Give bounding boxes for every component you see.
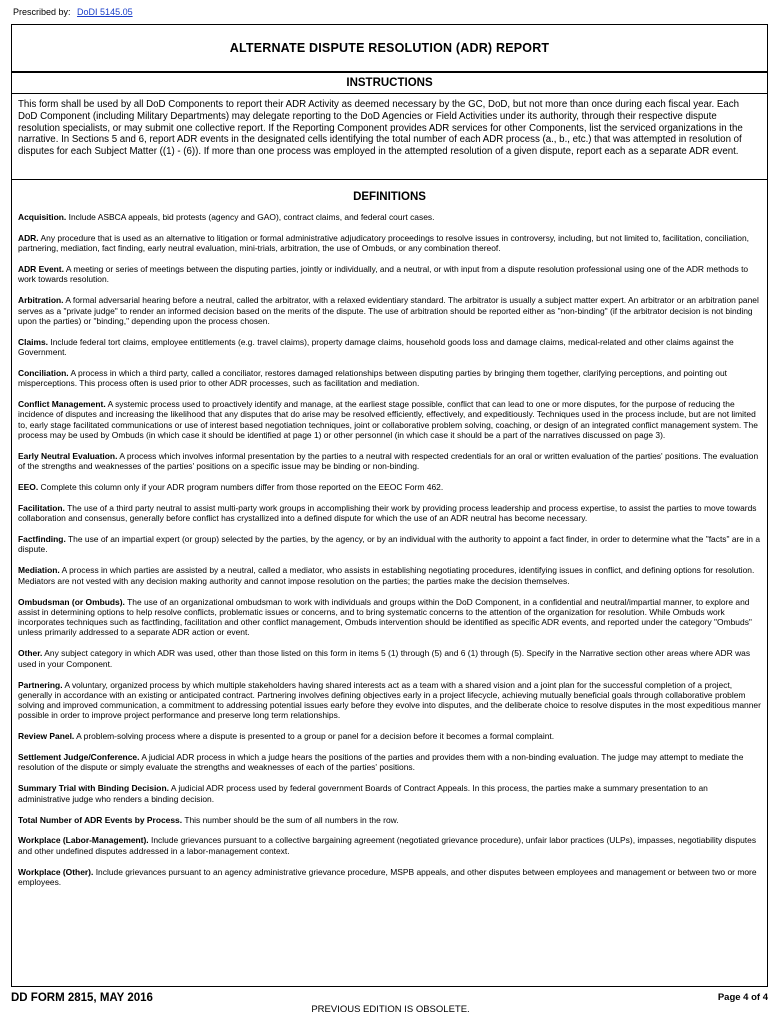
form-title: ALTERNATE DISPUTE RESOLUTION (ADR) REPORT (12, 25, 767, 73)
instructions-heading: INSTRUCTIONS (12, 73, 767, 94)
definition-item (18, 752, 761, 773)
definition-text: The use of an impartial expert (or group) selected by the parties, by the agency, or by an individual with the authority to appoint a fact finder, in order to determine what the "facts" are in a dispute. (18, 534, 761, 555)
definition-item (18, 295, 761, 326)
definition-term: Partnering. (18, 679, 63, 690)
definition-text: Complete this column only if your ADR program numbers differ from those reported on the EEOC Form 462. (40, 482, 444, 493)
definition-term: Workplace (Other). (18, 866, 94, 877)
obsolete-note: PREVIOUS EDITION IS OBSOLETE. (311, 1004, 470, 1015)
definitions-heading: DEFINITIONS (353, 191, 426, 203)
definition-item (18, 867, 761, 888)
definition-term: Factfinding. (18, 534, 66, 545)
definition-term: ADR. (18, 232, 39, 243)
definition-term: ADR Event. (18, 264, 64, 275)
definition-term: Other. (18, 648, 43, 659)
definition-term: Summary Trial with Binding Decision. (18, 783, 169, 794)
definition-text: A process in which parties are assisted by a neutral, called a mediator, who assists in establishing negotiating procedures, identifying issues in conflict, and defining options for resolution. Mediators are not vested with any decision making authority and cannot impose resolution on the parties; the parties make the decision themselves. (18, 565, 755, 586)
definition-term: Workplace (Labor-Management). (18, 835, 149, 846)
form-number: DD FORM 2815, MAY 2016 (11, 992, 153, 1004)
definition-item (18, 212, 761, 222)
definition-term: Facilitation. (18, 502, 65, 513)
definition-item (18, 482, 761, 492)
definition-term: Conciliation. (18, 367, 69, 378)
definition-text: Include grievances pursuant to an agency administrative grievance procedure, MSPB appeals, and other disputes between employees and management or between two or more employees. (18, 866, 757, 887)
definition-term: Settlement Judge/Conference. (18, 752, 140, 763)
instructions-text: This form shall be used by all DoD Components to report their ADR Activity as deemed necessary by the GC, DoD, but not more than once during each fiscal year. Each DoD Component (including Military Departments) may delegate reporting to the DoD Agencies or Field Activities under its authority, through their respective dispute resolution specialists, or may submit one collective report. If the Reporting Component provides ADR services for other Components, list the serviced organizations in the narrative. In Sections 5 and 6, report ADR events in the designated cells identifying the total number of each ADR process (a., b., etc.) that was attempted in resolution of disputes for each Subject Matter ((1) - (6)). If more than one process was employed in the attempted resolution of a given dispute, report each as a separate ADR event. (12, 94, 767, 180)
definition-term: Review Panel. (18, 731, 75, 742)
definition-item (18, 368, 761, 389)
definition-item (18, 233, 761, 254)
definition-text: A meeting or series of meetings between the disputing parties, jointly or individually, and a neutral, or with input from a dispute resolution professional using one of the ADR methods to work towards resolution. (18, 264, 749, 285)
definition-item (18, 534, 761, 555)
definitions-list (12, 212, 767, 887)
definition-text: A process which involves informal presentation by the parties to a neutral with respected credentials for an oral or written evaluation of the parties' positions. The evaluation of the strengths and weaknesses of the parties' positions on a specific issue may be binding or non-binding. (18, 450, 759, 472)
definition-term: Arbitration. (18, 295, 64, 306)
definition-text: A judicial ADR process in which a judge hears the positions of the parties and provides them with a non-binding evaluation. The judge may attempt to mediate the resolution of the dispute or simply evaluate the strengths and weaknesses of each of the parties' positions. (18, 752, 744, 773)
definition-item (18, 731, 761, 741)
definition-term: Ombudsman (or Ombuds). (18, 596, 125, 607)
definition-text: The use of an organizational ombudsman to work with individuals and groups within the DoD Component, in a confidential and neutral/impartial manner, to explore and assist in determining options to help resolve conflicts, problematic issues or concerns, and to bring systematic concerns to the attention of the organization for resolution. While Ombuds work incorporates techniques such as factfinding, facilitation and other conflict management, Ombuds intervention should be identified as specific ADR events, and reported under the category "Ombuds" unless primarily addressed to a separate ADR action or event. (18, 596, 752, 638)
definition-term: Conflict Management. (18, 399, 106, 410)
definition-text: Include grievances pursuant to a collective bargaining agreement (negotiated grievance procedure), unfair labor practices (ULPs), impasses, negotiability disputes and other undefined disputes addressed in a labor-management context. (18, 835, 757, 856)
definition-text: A process in which a third party, called a conciliator, restores damaged relationships between disputing parties by bringing them together, clarifying perceptions, and pointing out misperceptions. This process often is used prior to other ADR processes, such as facilitation and mediation. (18, 367, 727, 389)
definition-term: Acquisition. (18, 212, 67, 222)
definition-term: Total Number of ADR Events by Process. (18, 814, 183, 825)
definition-term: Mediation. (18, 565, 60, 576)
definition-item (18, 783, 761, 804)
definition-text: The use of a third party neutral to assist multi-party work groups in accomplishing their work by providing process leadership and process expertise, to assist the parties to move towards collaboration and consensus, generally before conflict has crystallized into a defined dispute for which the use of an ADR neutral has become necessary. (18, 502, 757, 524)
definition-term: Claims. (18, 336, 49, 347)
definition-text: Any subject category in which ADR was used, other than those listed on this form in items 5 (1) through (5) and 6 (1) through (5). Specify in the Narrative section other areas where ADR was used in your Component. (18, 648, 751, 669)
definition-text: A formal adversarial hearing before a neutral, called the arbitrator, with a relaxed evidentiary standard. The arbitrator is usually a subject matter expert. An arbitrator or an arbitration panel serves as a "private judge" to render an informed decision based on the merits of the dispute. The use of arbitration should be reported either as "non-binding" (if the arbitrator decision is not binding upon the parties) or "binding," depending upon the process chosen. (18, 295, 759, 326)
definition-item (18, 648, 761, 669)
definition-term: EEO. (18, 482, 39, 493)
prescribed-by (13, 7, 133, 17)
definition-item (18, 451, 761, 472)
definition-text: A problem-solving process where a dispute is presented to a group or panel for a decision before it becomes a formal complaint. (76, 731, 555, 742)
form-frame (11, 24, 768, 987)
definition-text: This number should be the sum of all numbers in the row. (184, 814, 399, 825)
definition-text: Include federal tort claims, employee entitlements (e.g. travel claims), property damage claims, household goods loss and damage claims, medical-related and other claims against the Government. (18, 336, 734, 358)
definition-item (18, 399, 761, 440)
definition-text: Any procedure that is used as an alternative to litigation or formal administrative adjudicatory proceedings to resolve issues in controversy, including, but not limited to, facilitation, conciliation, partnering, mediation, fact finding, early neutral evaluation, mini-trials, arbitration, the use of Ombuds, or any combination thereof. (18, 232, 750, 254)
definition-item (18, 264, 761, 285)
prescribed-by-label: Prescribed by: (13, 7, 71, 17)
definition-item (18, 503, 761, 524)
definition-item (18, 680, 761, 721)
page-number: Page 4 of 4 (717, 992, 768, 1003)
definition-item (18, 815, 761, 825)
definition-text: A systemic process used to proactively identify and manage, at the earliest stage possible, conflict that can lead to one or more disputes, for the purpose of reducing the incidence of disputes and increasing the likelihood that any disputes that do arise may be resolved efficiently, effectively, and expeditiously. Techniques used in the process include, but are not limited to, early stage facilitated communications or use of interest based negotiation techniques, joint or collaborative problem solving, coaching, or design of an integrated conflict management system. The process may be used by Ombuds (in which case it should be identified at page 1) or other personnel (in which case it should be a part of the narratives discussed on page 3). (18, 399, 758, 441)
definition-text: A voluntary, organized process by which multiple stakeholders having shared interests act as a team with a shared vision and a joint plan for the successful completion of a project, generally in accordance with an existing or anticipated contract. Partnering involves defining objectives early in a project lifecycle, achieving mutually beneficial goals through collaborative problem solving and improved communication, a commitment to addressing potential issues early before they evolve into disputes, and the deliberate choice to resolve disputes in the most expeditious manner possible in order to improve project performance and preserve long term relationships. (18, 679, 761, 721)
definition-item (18, 597, 761, 638)
definition-text: A judicial ADR process used by federal government Boards of Contract Appeals. In this process, the parties make a summary presentation to an administrative judge who renders a binding decision. (18, 783, 708, 804)
definition-term: Early Neutral Evaluation. (18, 450, 118, 461)
definition-item (18, 337, 761, 358)
definition-text: Include ASBCA appeals, bid protests (agency and GAO), contract claims, and federal court cases. (68, 212, 435, 222)
dodi-link[interactable]: DoDI 5145.05 (77, 7, 133, 17)
definition-item (18, 835, 761, 856)
definition-item (18, 565, 761, 586)
